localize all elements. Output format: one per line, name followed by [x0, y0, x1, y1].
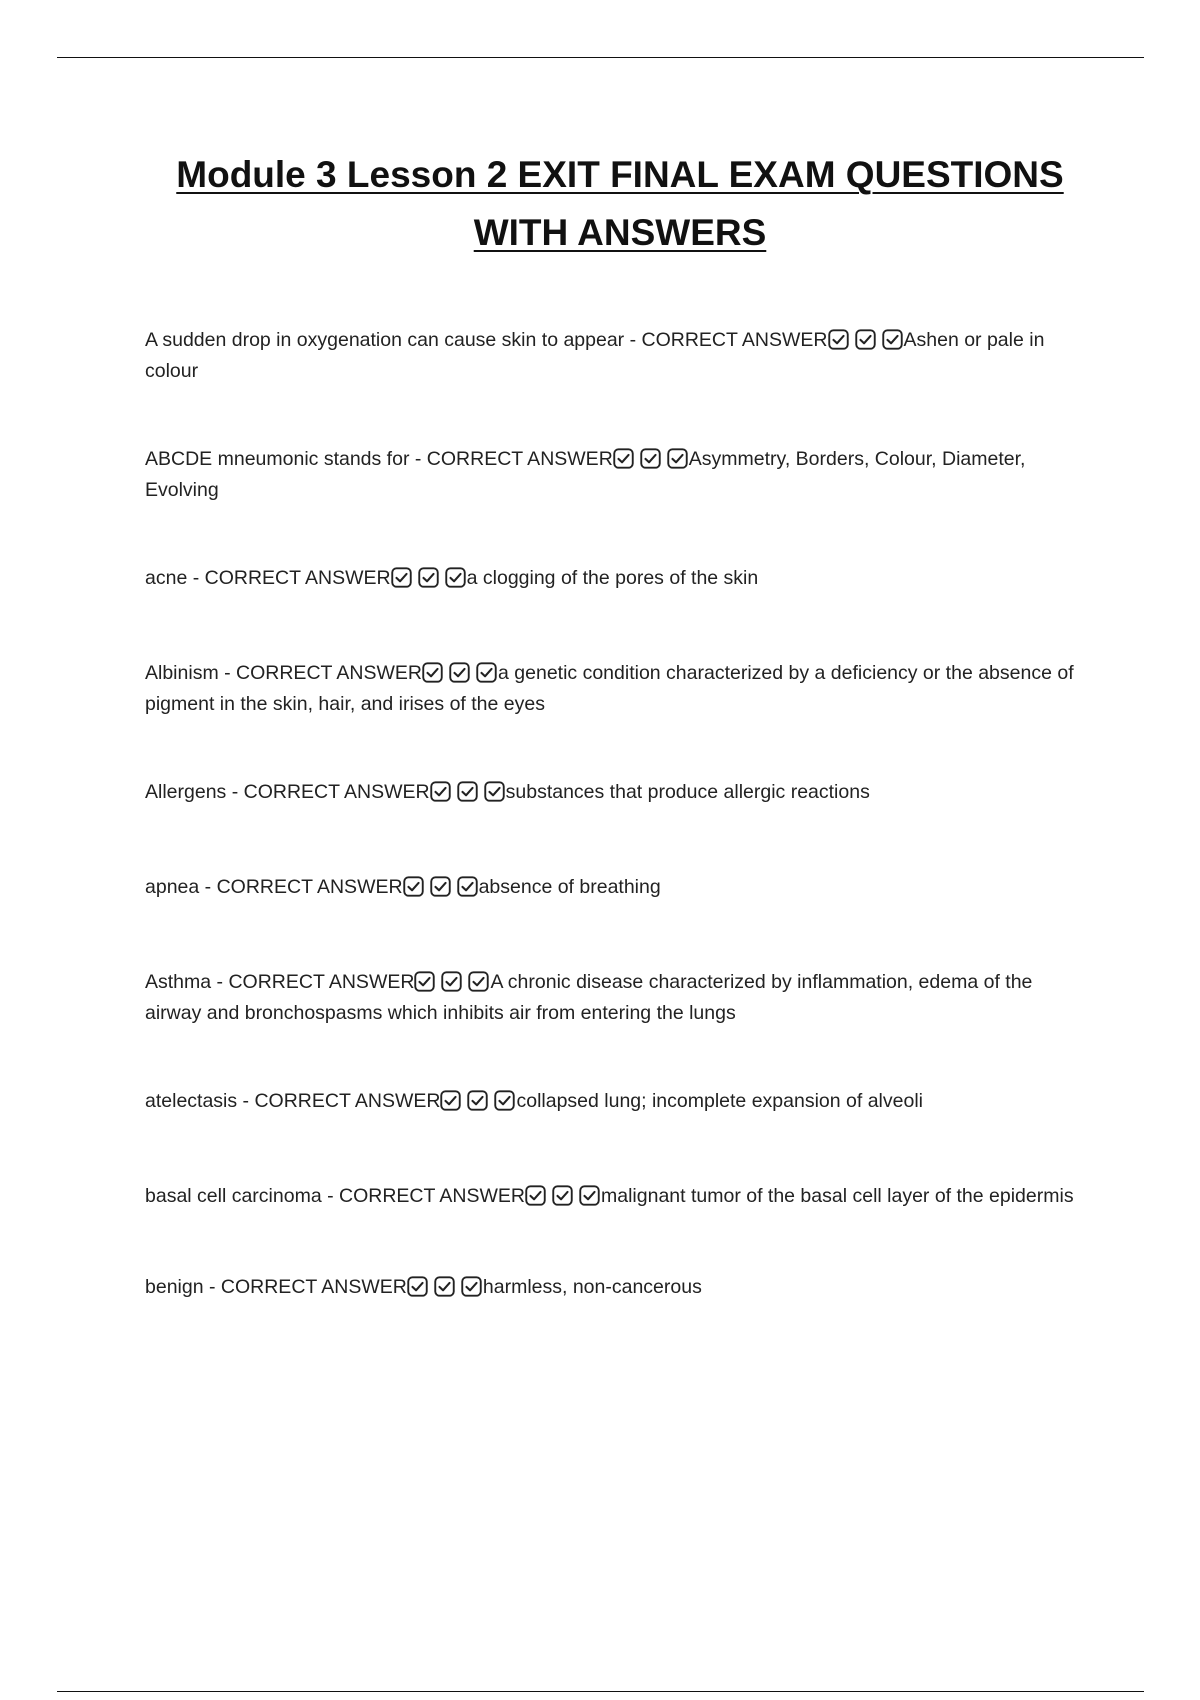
qa-separator: - CORRECT ANSWER [321, 1185, 525, 1207]
qa-term: A sudden drop in oxygenation can cause skin to appear [145, 329, 625, 351]
qa-item [145, 968, 1090, 1027]
qa-term: Albinism [145, 662, 219, 684]
page-title [140, 146, 1100, 262]
qa-item [145, 659, 1090, 718]
qa-separator: - CORRECT ANSWER [211, 971, 415, 993]
checked-box-icon [494, 1090, 515, 1111]
checked-box-icon [440, 1090, 461, 1111]
qa-answer: harmless, non-cancerous [482, 1276, 702, 1298]
qa-term: acne [145, 567, 188, 589]
qa-term: ABCDE mneumonic stands for [145, 448, 410, 470]
qa-separator: - CORRECT ANSWER [237, 1090, 441, 1112]
qa-item [145, 326, 1090, 385]
checked-box-icon [552, 1185, 573, 1206]
qa-item [145, 1087, 1090, 1118]
qa-item [145, 445, 1090, 504]
qa-separator: - CORRECT ANSWER [187, 567, 391, 589]
qa-term: basal cell carcinoma [145, 1185, 322, 1207]
qa-list [145, 326, 1090, 1368]
qa-term: benign [145, 1276, 204, 1298]
checked-box-icon [403, 876, 424, 897]
checked-box-icon [418, 567, 439, 588]
qa-answer: collapsed lung; incomplete expansion of alveoli [516, 1090, 923, 1112]
qa-separator: - CORRECT ANSWER [218, 662, 423, 684]
checked-box-icon [430, 781, 451, 802]
checked-box-icon [613, 448, 634, 469]
qa-separator: - CORRECT ANSWER [226, 781, 430, 803]
qa-answer: a genetic condition characterized by a deficiency or the absence of pigment in the skin, hair, and irises of the eyes [145, 662, 1074, 715]
checked-box-icon [422, 662, 443, 683]
qa-separator: - CORRECT ANSWER [203, 1276, 407, 1298]
check-group [613, 448, 689, 476]
checked-box-icon [441, 971, 462, 992]
qa-answer: malignant tumor of the basal cell layer of the epidermis [601, 1185, 1074, 1207]
checked-box-icon [457, 876, 478, 897]
checked-box-icon [667, 448, 688, 469]
qa-answer: absence of breathing [478, 876, 661, 898]
checked-box-icon [579, 1185, 600, 1206]
check-group [430, 781, 506, 809]
checked-box-icon [484, 781, 505, 802]
check-group [407, 1276, 483, 1304]
check-group [414, 971, 490, 999]
check-group [403, 876, 479, 904]
qa-answer: Ashen or pale in colour [145, 329, 1045, 382]
qa-item [145, 564, 1090, 595]
bottom-rule [57, 1691, 1144, 1692]
checked-box-icon [468, 971, 489, 992]
qa-item [145, 1182, 1090, 1213]
checked-box-icon [828, 329, 849, 350]
qa-term: Asthma [145, 971, 212, 993]
check-group [828, 329, 904, 357]
qa-item [145, 873, 1090, 904]
qa-separator: - CORRECT ANSWER [624, 329, 828, 351]
check-group [525, 1185, 601, 1213]
qa-item [145, 1273, 1090, 1304]
checked-box-icon [882, 329, 903, 350]
top-rule [57, 57, 1144, 58]
checked-box-icon [445, 567, 466, 588]
qa-separator: - CORRECT ANSWER [199, 876, 403, 898]
qa-item [145, 778, 1090, 809]
qa-term: apnea [145, 876, 200, 898]
qa-answer: a clogging of the pores of the skin [466, 567, 759, 589]
checked-box-icon [855, 329, 876, 350]
checked-box-icon [640, 448, 661, 469]
checked-box-icon [414, 971, 435, 992]
checked-box-icon [430, 876, 451, 897]
qa-answer: Asymmetry, Borders, Colour, Diameter, Evolving [145, 448, 1026, 501]
checked-box-icon [449, 662, 470, 683]
check-group [440, 1090, 516, 1118]
checked-box-icon [391, 567, 412, 588]
check-group [422, 662, 498, 690]
qa-answer: A chronic disease characterized by inflammation, edema of the airway and bronchospasms which inhibits air from entering the lungs [145, 971, 1033, 1024]
qa-term: Allergens [145, 781, 227, 803]
checked-box-icon [467, 1090, 488, 1111]
check-group [391, 567, 467, 595]
checked-box-icon [461, 1276, 482, 1297]
page-title-text: Module 3 Lesson 2 EXIT FINAL EXAM QUESTIONS WITH ANSWERS [176, 154, 1064, 253]
checked-box-icon [457, 781, 478, 802]
checked-box-icon [476, 662, 497, 683]
checked-box-icon [434, 1276, 455, 1297]
qa-separator: - CORRECT ANSWER [409, 448, 613, 470]
qa-answer: substances that produce allergic reactions [505, 781, 870, 803]
checked-box-icon [407, 1276, 428, 1297]
qa-term: atelectasis [145, 1090, 238, 1112]
checked-box-icon [525, 1185, 546, 1206]
